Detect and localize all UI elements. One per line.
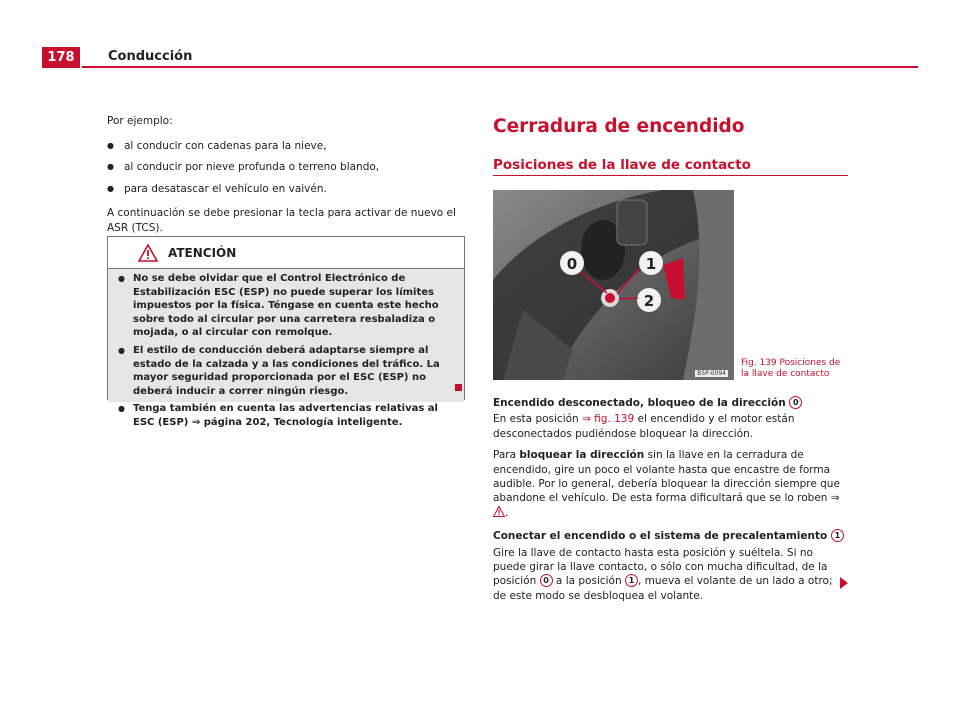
warning-item: ● El estilo de conducción deberá adaptarse siempre al estado de la calzada y a las condiciones del tráfico. La mayor seguridad proporcionada por el ESC (ESP) no deberá inducir a correr ningún riesgo. (116, 344, 456, 398)
figure-caption: Fig. 139 Posiciones de la llave de contacto (741, 358, 841, 379)
heading-text: Conectar el encendido o el sistema de precalentamiento (493, 530, 828, 543)
position-0-heading (493, 396, 848, 410)
heading-text: Encendido desconectado, bloqueo de la dirección (493, 397, 786, 409)
position-label-1: 1 (645, 255, 657, 273)
warning-triangle-icon (138, 244, 158, 262)
ignition-figure (493, 190, 734, 380)
page-number: 178 (42, 47, 80, 68)
figure-link[interactable]: ⇒ fig. 139 (582, 413, 635, 426)
text-run: sin la llave en la cerradura de encendido, gire un poco el volante hasta que encastre de forma audible. Por lo general, debería bloquear la dirección siempre que abandone el vehículo. De esta forma dificultará que se lo roben ⇒ (493, 449, 840, 505)
figure-code: B5P-0094 (697, 370, 726, 377)
intro-text: Por ejemplo: (107, 115, 173, 127)
warning-box (107, 236, 465, 428)
list-item: ● para desatascar el vehículo en vaivén. (107, 182, 467, 197)
position-number-badge: 1 (831, 529, 844, 542)
text-run: , mueva el volante de un lado a otro; de este modo se desbloquea el volante. (493, 575, 833, 602)
position-number-badge: 1 (625, 574, 638, 587)
example-list (107, 139, 467, 197)
text-run: Gire la llave de contacto hasta esta posición y suéltela. Si no puede girar la llave contacto, o sólo con mucha dificultad, de la posición (493, 546, 828, 588)
position-label-0: 0 (566, 255, 578, 273)
position-number-badge: 0 (540, 574, 553, 587)
chapter-title: Cerradura de encendido (493, 116, 745, 137)
warning-item[interactable]: ● Tenga también en cuenta las advertencias relativas al ESC (ESP) ⇒ página 202, Tecnología inteligente. (116, 402, 456, 429)
list-item: ● al conducir por nieve profunda o terreno blando, (107, 160, 467, 175)
warning-reference-icon[interactable] (493, 506, 505, 517)
text-run: el encendido y el motor están desconectados pudiéndose bloquear la dirección. (493, 413, 795, 440)
left-column (107, 114, 467, 245)
position-1-text (493, 546, 848, 604)
header-rule (82, 66, 918, 68)
warning-body (108, 269, 464, 428)
text-run: Para (493, 449, 520, 462)
steering-lock-text (493, 448, 848, 520)
position-number-badge: 0 (789, 396, 802, 409)
list-item: ● al conducir con cadenas para la nieve, (107, 139, 467, 154)
position-0-text (493, 412, 848, 441)
warning-header (108, 237, 464, 269)
text-run: . (505, 506, 509, 519)
position-1-heading (493, 529, 848, 543)
subsection-title: Posiciones de la llave de contacto (493, 157, 751, 173)
ignition-illustration (493, 190, 734, 380)
text-run: a la posición (552, 575, 625, 588)
text-run: En esta posición (493, 413, 583, 426)
right-column (493, 396, 848, 610)
asr-note: A continuación se debe presionar la tecla para activar de nuevo el ASR (TCS). (107, 207, 456, 234)
position-label-2: 2 (643, 292, 655, 310)
warning-title: ATENCIÓN (168, 245, 237, 260)
warning-item: ● No se debe olvidar que el Control Electrónico de Estabilización ESC (ESP) no puede superar los límites impuestos por la física. Téngase en cuenta este hecho sobre todo al circular por una carretera resbaladiza o mojada, o al circular con remolque. (116, 272, 456, 340)
bold-term: bloquear la dirección (519, 449, 645, 462)
continue-arrow-icon (840, 577, 848, 589)
section-title: Conducción (108, 49, 193, 64)
subsection-rule (493, 175, 848, 176)
end-of-section-mark (455, 384, 462, 391)
